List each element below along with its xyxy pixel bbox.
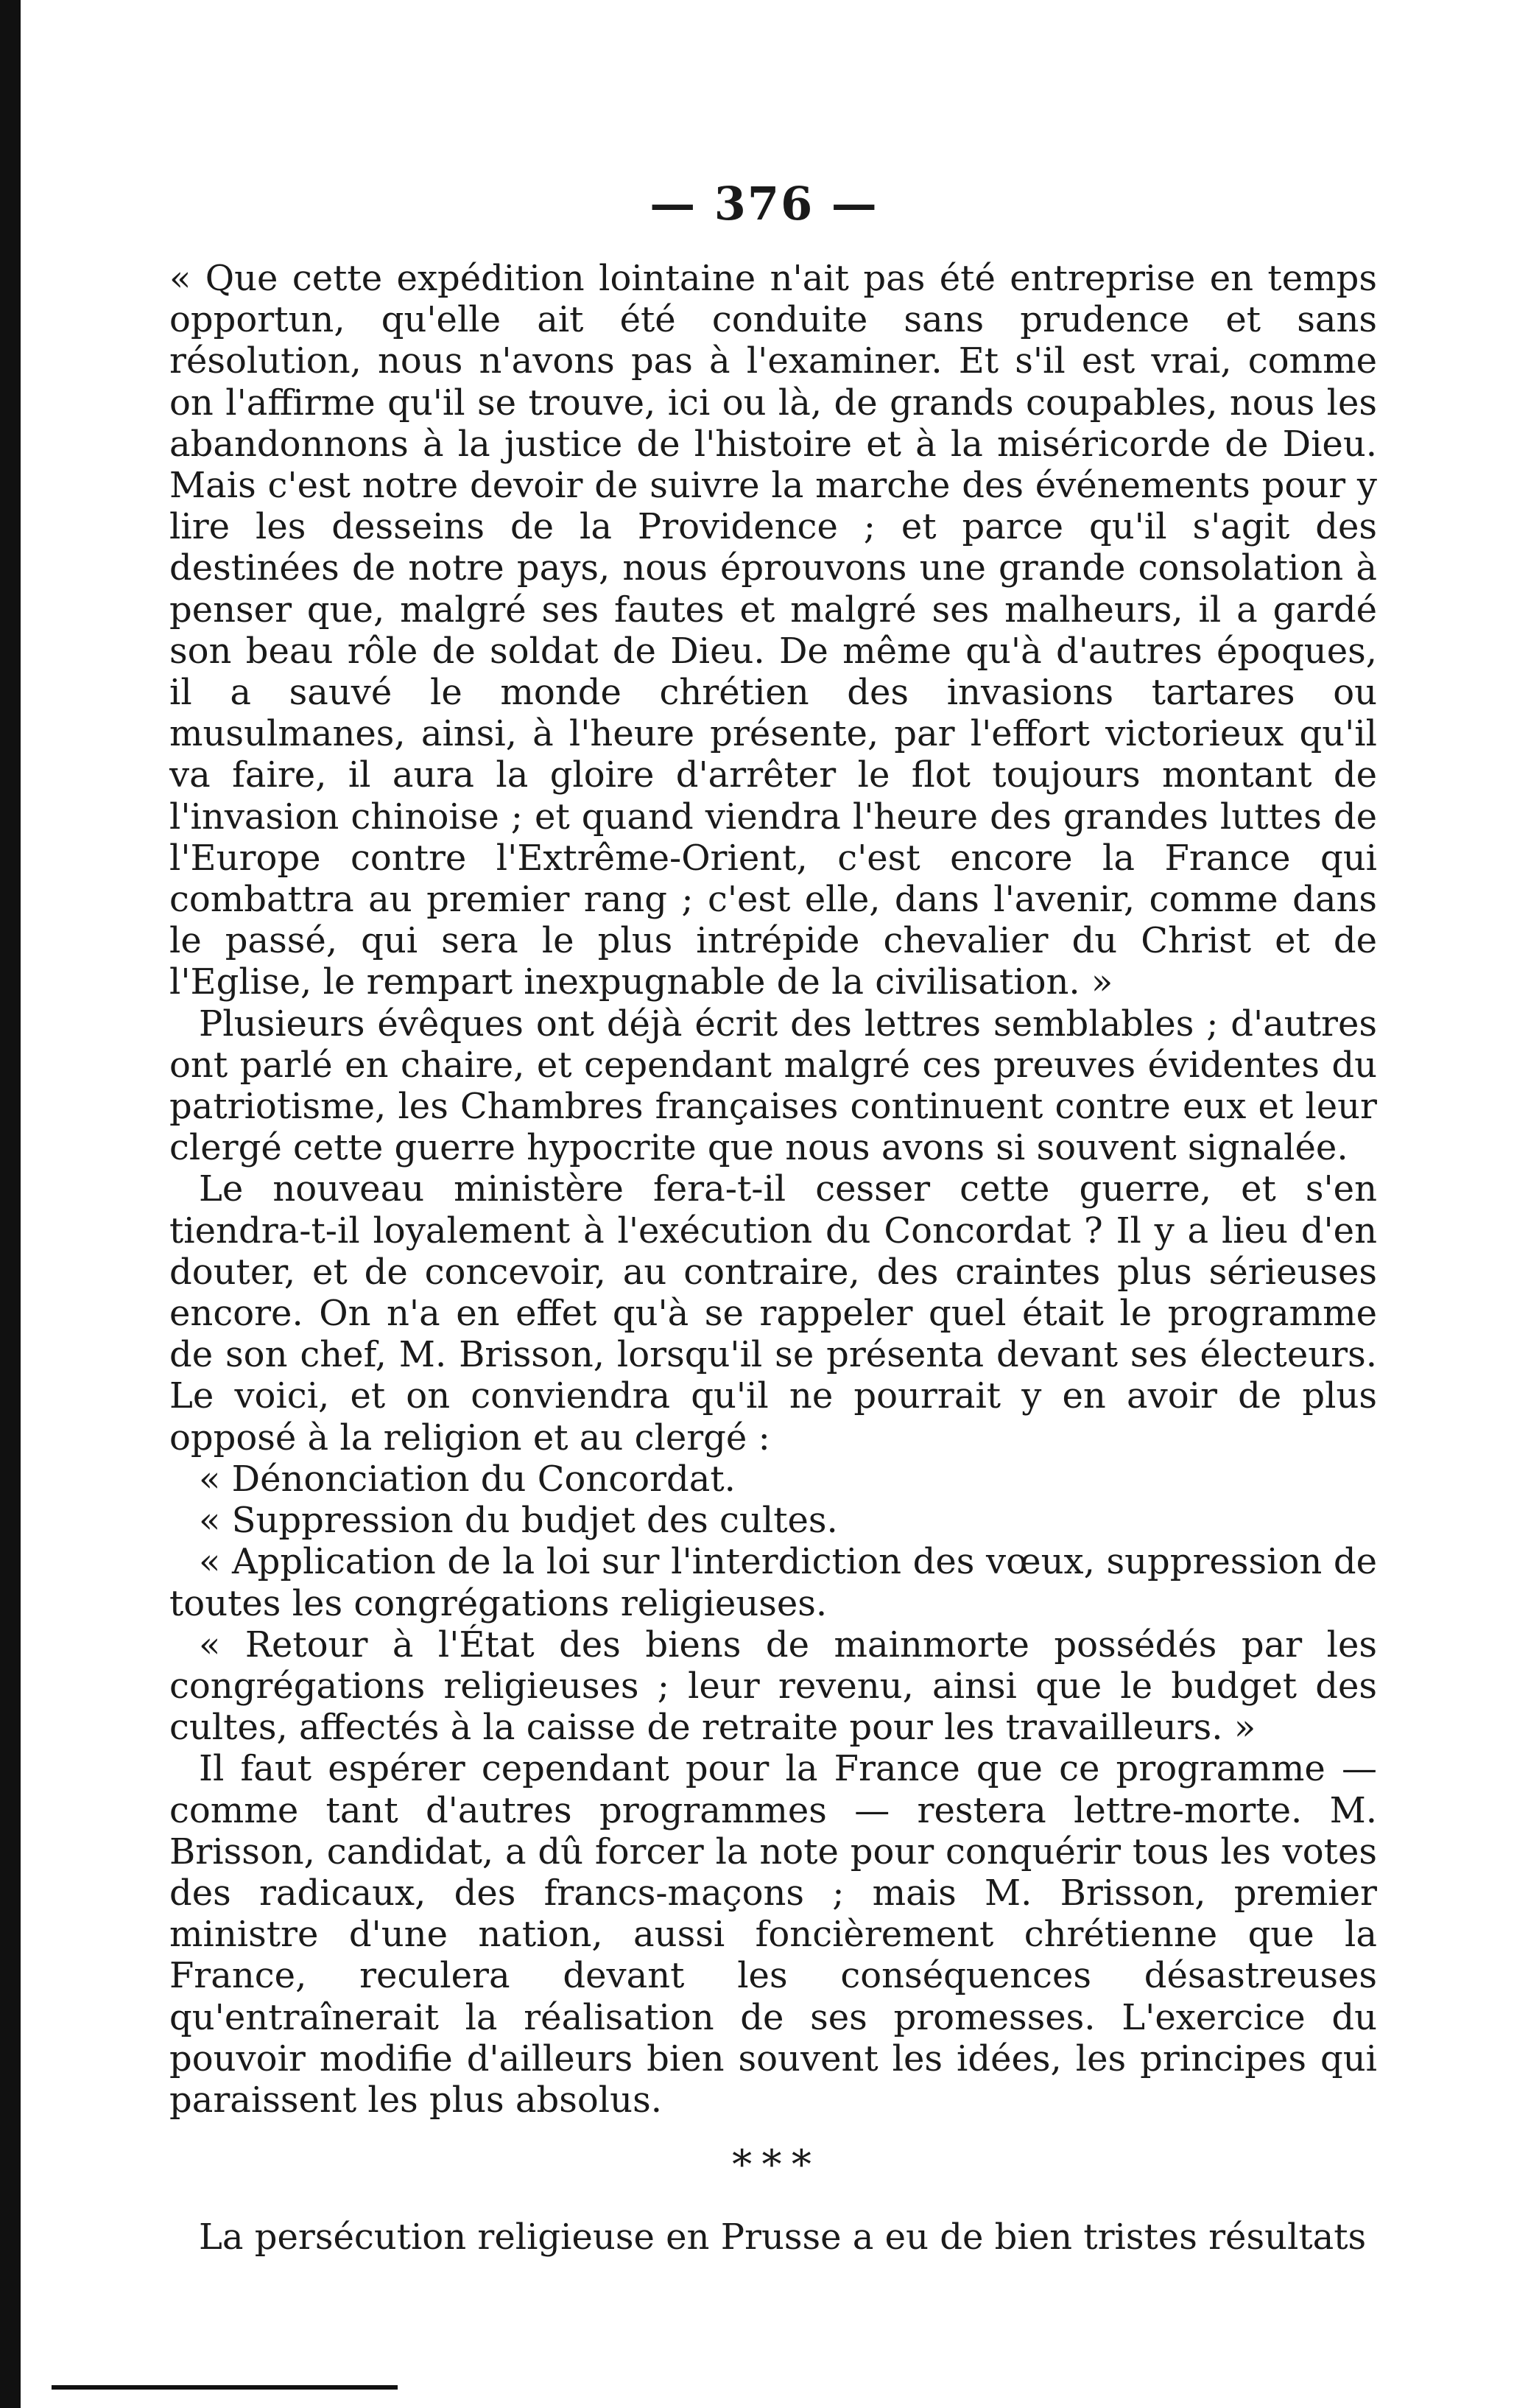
section-separator: * * * xyxy=(732,2141,814,2188)
page-number: — 376 — xyxy=(649,177,879,231)
paragraph-prussia: La persécution religieuse en Prusse a eu de bien tristes résultats xyxy=(199,2216,1367,2258)
paragraph-quote-bishop: « Que cette expédition lointaine n'ait pas été entreprise en temps opportun, qu'elle ait été conduite sans prudence et sans résolution, nous n'avons pas à l'examiner. Et s'il est vrai, comme on l'affirme qu'il se trouve, ici ou là, de grands coupables, nous les abandonnons à la justice de l'histoire et à la miséricorde de Dieu. Mais c'est notre devoir de suivre la marche des événements pour y lire les desseins de la Providence ; et parce qu'il s'agit des destinées de notre pays, nous éprouvons une grande consolation à penser que, malgré ses fautes et malgré ses malheurs, il a gardé son beau rôle de soldat de Dieu. De même qu'à d'autres époques, il a sauvé le monde chrétien des invasions tartares ou musulmanes, ainsi, à l'heure présente, par l'effort victorieux qu'il va faire, il aura la gloire d'arrêter le flot toujours montant de l'invasion chinoise ; et quand viendra l'heure des grandes luttes de l'Europe contre l'Extrême-Orient, c'est encore la France qui combattra au premier rang ; c'est elle, dans l'avenir, comme dans le passé, qui sera le plus intrépide chevalier du Christ et de l'Eglise, le rempart inexpugnable de la civilisation. » xyxy=(169,258,1377,1003)
program-item-budget: « Suppression du budjet des cultes. xyxy=(199,1500,838,1542)
left-page-edge xyxy=(0,0,21,2408)
bottom-page-rule xyxy=(52,2385,398,2390)
paragraph-new-ministry: Le nouveau ministère fera-t-il cesser cette guerre, et s'en tiendra-t-il loyalement à l'exécution du Concordat ? Il y a lieu d'en douter, et de concevoir, au contraire, des craintes plus sérieuses encore. On n'a en effet qu'à se rappeler quel était le programme de son chef, M. Brisson, lorsqu'il se présenta devant ses électeurs. Le voici, et on conviendra qu'il ne pourrait y en avoir de plus opposé à la religion et au clergé : xyxy=(169,1168,1377,1459)
program-item-vows: « Application de la loi sur l'interdiction des vœux, suppression de toutes les congrégations religieuses. xyxy=(169,1541,1377,1624)
program-item-concordat: « Dénonciation du Concordat. xyxy=(199,1458,736,1500)
paragraph-hope: Il faut espérer cependant pour la France que ce programme — comme tant d'autres programmes — restera lettre-morte. M. Brisson, candidat, a dû forcer la note pour conquérir tous les votes des radicaux, des francs-maçons ; mais M. Brisson, premier ministre d'une nation, aussi foncièrement chrétienne que la France, reculera devant les conséquences désastreuses qu'entraînerait la réalisation de ses promesses. L'exercice du pouvoir modifie d'ailleurs bien souvent les idées, les principes qui paraissent les plus absolus. xyxy=(169,1748,1377,2121)
program-item-mainmorte: « Retour à l'État des biens de mainmorte possédés par les congrégations religieuses ; leur revenu, ainsi que le budget des cultes, affectés à la caisse de retraite pour les travailleurs. » xyxy=(169,1624,1377,1749)
paragraph-bishops-letters: Plusieurs évêques ont déjà écrit des lettres semblables ; d'autres ont parlé en chaire, et cependant malgré ces preuves évidentes du patriotisme, les Chambres françaises continuent contre eux et leur clergé cette guerre hypocrite que nous avons si souvent signalée. xyxy=(169,1003,1377,1169)
page-body xyxy=(169,258,1377,2258)
